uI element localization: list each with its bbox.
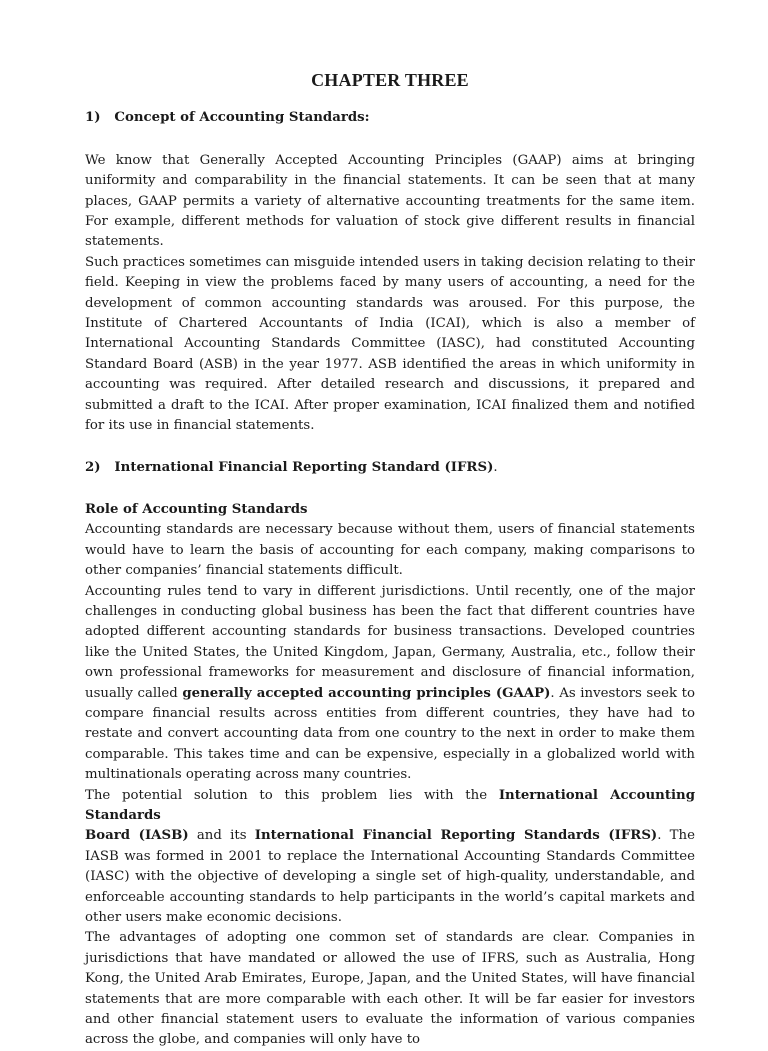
chapter-title: CHAPTER THREE	[311, 70, 469, 90]
paragraph-3-text-c: . The IASB was formed in 2001 to replace the International Accounting Standards Committee (IASC) with the objective of developing a single set of high-quality, understandable, and enforceable accounting standards to help participants in the world’s capital markets and other users make economic decisions.	[85, 828, 695, 926]
section-2-paragraph-3	[85, 786, 695, 929]
section-1-heading: 1) Concept of Accounting Standards:	[85, 110, 370, 126]
section-1-paragraph-1: We know that Generally Accepted Accounting Principles (GAAP) aims at bringing uniformity and comparability in the financial statements. It can be seen that at many places, GAAP permits a variety of alternative accounting treatments for the same item. For example, different methods for valuation of stock give different results in financial statements.	[85, 152, 695, 250]
paragraph-2-text-b: . As investors seek to compare financial results across entities from different countries, they have had to restate and convert accounting data from one country to the next in order to make them comparable. This takes time and can be expensive, especially in a globalized world with multinationals operating across many countries.	[85, 685, 695, 783]
document-page	[85, 70, 695, 1051]
gaap-term: generally accepted accounting principles (GAAP)	[182, 685, 551, 701]
role-subheading: Role of Accounting Standards	[85, 501, 308, 517]
section-2-heading-text: 2) International Financial Reporting Standard (IFRS)	[85, 459, 494, 475]
section-2-paragraph-4: The advantages of adopting one common set of standards are clear. Companies in jurisdictions that have mandated or allowed the use of IFRS, such as Australia, Hong Kong, the United Arab Emirates, Europe, Japan, and the United States, will have financial statements that are more comparable with each other. It will be far easier for investors and other financial statement users to evaluate the information of various companies across the globe, and companies will only have to	[85, 930, 695, 1048]
paragraph-3-text-b: and its	[188, 828, 255, 844]
paragraph-3-text-a: The potential solution to this problem lies with the	[85, 787, 499, 803]
section-2-paragraph-1: Accounting standards are necessary because without them, users of financial statements would have to learn the basis of accounting for each company, making comparisons to other companies’ financial statements difficult.	[85, 522, 695, 579]
paragraph-2-text-a: Accounting rules tend to vary in different jurisdictions. Until recently, one of the major challenges in conducting global business has been the fact that different countries have adopted different accounting standards for business transactions. Developed countries like the United States, the United Kingdom, Japan, Germany, Australia, etc., follow their own professional frameworks for measurement and disclosure of financial information, usually called	[85, 583, 695, 701]
iasb-term-part-2: Board (IASB)	[85, 828, 189, 844]
section-2-heading	[85, 458, 695, 478]
section-1-paragraph-2: Such practices sometimes can misguide intended users in taking decision relating to their field. Keeping in view the problems faced by many users of accounting, a need for the development of common accounting standards was aroused. For this purpose, the Institute of Chartered Accountants of India (ICAI), which is also a member of International Accounting Standards Committee (IASC), had constituted Accounting Standard Board (ASB) in the year 1977. ASB identified the areas in which uniformity in accounting was required. After detailed research and discussions, it prepared and submitted a draft to the ICAI. After proper examination, ICAI finalized them and notified for its use in financial statements.	[85, 254, 695, 434]
section-2-paragraph-2	[85, 582, 695, 786]
section-2-heading-suffix: .	[493, 459, 498, 475]
ifrs-term: International Financial Reporting Standards (IFRS)	[254, 828, 658, 844]
iasb-term-part-1: International Accounting Standards	[85, 787, 696, 823]
spacer	[85, 437, 695, 458]
